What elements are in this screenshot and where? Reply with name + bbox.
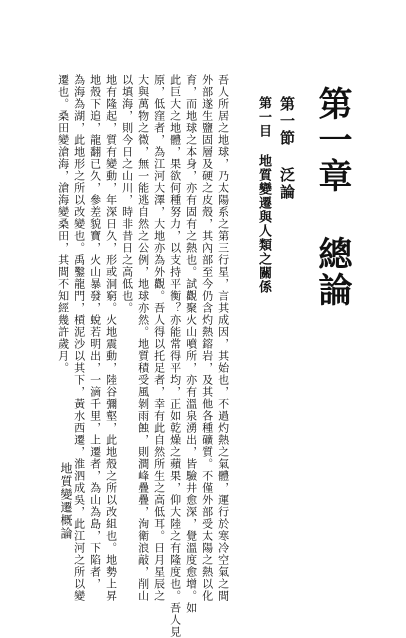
text-column-9: 地殼下追，龍翻已久，參差貌寶，火山暴發，蛻若明出，一滴千里，上遷者，為山為島，下陷者， — [88, 74, 102, 590]
text-column-5: 原，低窪者，為江河大澤，大地亦為外觀。吾人得以托足者，幸有此自然所生之高低耳。日月星辰之 — [152, 74, 166, 602]
chapter-title: 第一章 總論 — [312, 86, 352, 308]
text-column-2: 外部遂生鹽固層及硬之皮殼，其內部至今仍含灼熱鎔岩，及其他各種礦質。不僅外部受太陽之熱以化 — [200, 74, 214, 602]
subsection-title: 第一目 地質變遷與人類之關係 — [256, 96, 271, 294]
section-title: 第一節 泛論 — [278, 96, 296, 201]
text-column-10: 為海為湖，此地形之所以改變也。禹鑿龍門，槓泥沙以其下，黃水西遷，淮泗成吳，此江河之所以變 — [72, 74, 86, 602]
text-column-4: 此巨大之地體，果欲何種努力，以支持平衡？亦能常得平均，正如乾燥之蘋果，仰大陸之有隆度也。吾人見 — [168, 74, 182, 638]
body-text — [38, 74, 238, 638]
footer-title: 地質變遷概論 — [59, 462, 73, 540]
text-column-3: 育，而地球之本身，亦有固有之熱也。試觀聚火山噴所，亦有溫泉湧出，皆驗井愈深，覺溫度愈增。如 — [184, 74, 198, 614]
text-column-7: 以填海，則今日之山川，時非昔日之高低也。 — [120, 74, 134, 314]
text-column-8: 地有隆起，質有變動，年深日久，形或洞窮。火地震動，陸谷彌壑，此地殼之所以改組也。地勢上昇 — [104, 74, 118, 602]
text-column-1: 吾人所居之地球，乃太陽系之第三行星，言其成因，其始也，不過灼熱之氣體，運行於寒冷空氣之間 — [216, 74, 230, 602]
text-column-11: 遷也。桑田變滄海，滄海變桑田，其間不知經幾許歲月。 — [56, 74, 70, 374]
text-column-6: 大與萬物之微，無一能逃自然之公例，地球亦然。地質積受風剝雨蝕，則澗峰疊疊，洵衛浪敲，削山 — [136, 74, 150, 602]
